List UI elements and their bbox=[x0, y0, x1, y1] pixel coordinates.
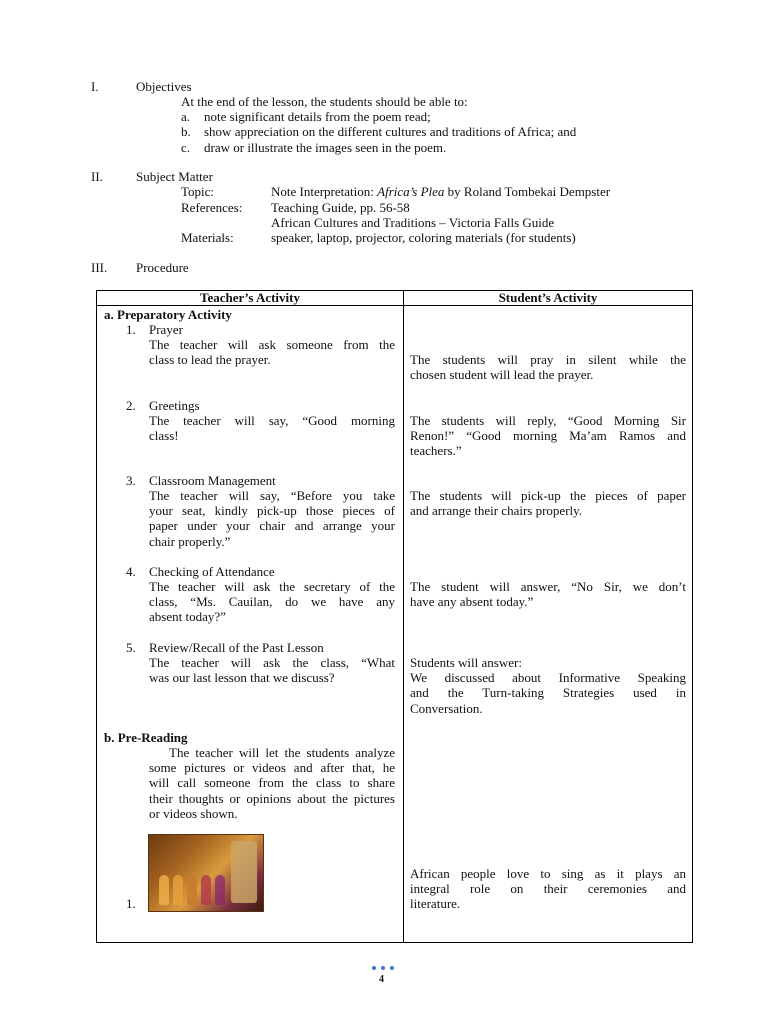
student-text bbox=[410, 413, 686, 459]
text-line: Conversation. bbox=[410, 700, 483, 716]
student-text bbox=[410, 866, 686, 912]
section-numeral: III. bbox=[91, 260, 108, 275]
text-line: absent today?” bbox=[149, 609, 226, 625]
section-numeral: I. bbox=[91, 79, 99, 94]
text-line: Renon!” “Good morning Ma’am Ramos and bbox=[410, 428, 686, 444]
objective-item: draw or illustrate the images seen in the poem. bbox=[204, 140, 447, 155]
section-heading: Procedure bbox=[136, 260, 189, 275]
procedure-table bbox=[96, 290, 693, 943]
text-line: some pictures or videos and after that, he bbox=[149, 760, 395, 776]
text-line: paper under your chair and arrange your bbox=[149, 518, 395, 534]
objective-letter: b. bbox=[181, 124, 191, 139]
text-line: We discussed about Informative Speaking bbox=[410, 670, 686, 686]
scroll-graphic bbox=[231, 841, 257, 903]
text-line: The students will pick-up the pieces of paper bbox=[410, 488, 686, 503]
topic-label: Topic: bbox=[181, 184, 215, 199]
step-title: Prayer bbox=[149, 322, 183, 337]
text-line: The students will pray in silent while the bbox=[410, 352, 686, 367]
text-line: literature. bbox=[410, 896, 461, 912]
step-number: 5. bbox=[126, 640, 136, 655]
student-column bbox=[404, 306, 693, 943]
text-line: chair properly.” bbox=[149, 533, 231, 549]
student-text bbox=[410, 352, 686, 382]
student-text bbox=[410, 579, 686, 609]
student-text bbox=[410, 655, 686, 716]
step-number: 2. bbox=[126, 398, 136, 413]
step-number: 1. bbox=[126, 322, 136, 337]
teacher-column bbox=[97, 306, 404, 943]
step-title: Greetings bbox=[149, 398, 200, 413]
reference-item: African Cultures and Traditions – Victoria Falls Guide bbox=[271, 215, 555, 230]
text-line: Students will answer: bbox=[410, 655, 522, 670]
text-line: African people love to sing as it plays an bbox=[410, 866, 686, 881]
text-line: was our last lesson that we discuss? bbox=[149, 670, 335, 686]
teacher-text bbox=[149, 655, 395, 685]
objective-letter: c. bbox=[181, 140, 191, 155]
text-line: have any absent today.” bbox=[410, 594, 534, 610]
teacher-text bbox=[149, 337, 395, 367]
text-line: The students will reply, “Good Morning Sir bbox=[410, 413, 686, 428]
objective-letter: a. bbox=[181, 109, 191, 124]
text-line: and arrange their chairs properly. bbox=[410, 503, 583, 519]
references-label: References: bbox=[181, 200, 243, 215]
step-title: Classroom Management bbox=[149, 473, 276, 488]
teacher-text bbox=[149, 413, 395, 443]
reference-item: Teaching Guide, pp. 56-58 bbox=[271, 200, 410, 215]
section-heading: Objectives bbox=[136, 79, 192, 94]
text-line: The teacher will ask the class, “What bbox=[149, 655, 395, 670]
text-line: class! bbox=[149, 428, 179, 444]
text-line: The teacher will say, “Before you take bbox=[149, 488, 395, 503]
objectives-intro: At the end of the lesson, the students should be able to: bbox=[181, 94, 468, 109]
objective-item: note significant details from the poem read; bbox=[204, 109, 431, 124]
poem-title: Africa’s Plea bbox=[377, 184, 445, 199]
text-line: their thoughts or opinions about the pictures bbox=[149, 790, 395, 806]
step-number: 3. bbox=[126, 473, 136, 488]
text-line: teachers.” bbox=[410, 443, 462, 459]
text-line: integral role on their ceremonies and bbox=[410, 881, 686, 897]
text-line: The teacher will say, “Good morning bbox=[149, 413, 395, 428]
text-line: your seat, kindly pick-up those pieces of bbox=[149, 503, 395, 519]
text-line: The teacher will ask the secretary of the bbox=[149, 579, 395, 594]
page-dots-ornament bbox=[372, 966, 396, 972]
step-number: 4. bbox=[126, 564, 136, 579]
preparatory-activity-heading: a. Preparatory Activity bbox=[104, 307, 232, 322]
teacher-text bbox=[149, 579, 395, 625]
text-line: The teacher will let the students analyze bbox=[169, 745, 395, 760]
page-number: 4 bbox=[379, 974, 384, 985]
materials-value: speaker, laptop, projector, coloring materials (for students) bbox=[271, 230, 576, 245]
text-line: or videos shown. bbox=[149, 805, 238, 821]
student-activity-header: Student’s Activity bbox=[404, 291, 693, 306]
teacher-text bbox=[149, 488, 395, 549]
text-line: class to lead the prayer. bbox=[149, 352, 271, 368]
text-line: The teacher will ask someone from the bbox=[149, 337, 395, 352]
section-heading: Subject Matter bbox=[136, 169, 213, 184]
text-line: chosen student will lead the prayer. bbox=[410, 367, 594, 383]
student-text bbox=[410, 488, 686, 518]
topic-suffix: by Roland Tombekai Dempster bbox=[444, 184, 611, 199]
topic-value bbox=[271, 184, 610, 199]
step-title: Review/Recall of the Past Lesson bbox=[149, 640, 324, 655]
pre-reading-text bbox=[149, 745, 395, 821]
picture-number: 1. bbox=[126, 896, 136, 911]
topic-prefix: Note Interpretation: bbox=[271, 184, 378, 199]
objective-item: show appreciation on the different cultures and traditions of Africa; and bbox=[204, 124, 577, 139]
text-line: The student will answer, “No Sir, we don’t bbox=[410, 579, 686, 594]
african-singers-picture bbox=[148, 834, 264, 912]
teacher-activity-header: Teacher’s Activity bbox=[97, 291, 404, 306]
text-line: and the Turn-taking Strategies used in bbox=[410, 685, 686, 701]
text-line: will call someone from the class to share bbox=[149, 775, 395, 791]
text-line: class, “Ms. Cauilan, do we have any bbox=[149, 594, 395, 610]
materials-label: Materials: bbox=[181, 230, 234, 245]
pre-reading-heading: b. Pre-Reading bbox=[104, 730, 188, 745]
step-title: Checking of Attendance bbox=[149, 564, 275, 579]
section-numeral: II. bbox=[91, 169, 103, 184]
